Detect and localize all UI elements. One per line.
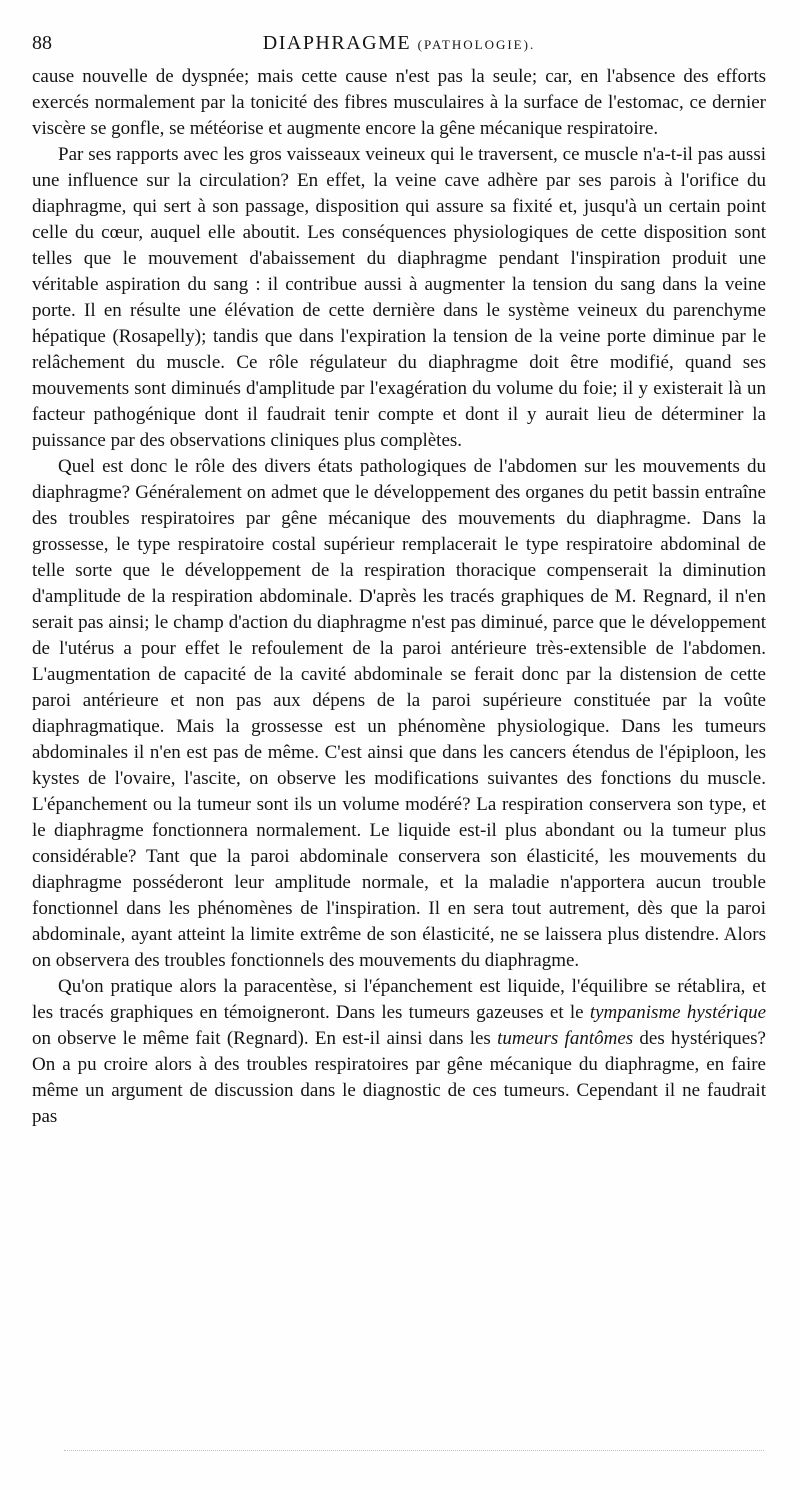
paragraph-4-part-2: on observe le même fait (Regnard). En est-il ainsi dans les — [32, 1028, 498, 1049]
running-head — [32, 30, 766, 60]
paragraph-4-part-1: Qu'on pratique alors la paracentèse, si l'épanchement est liquide, l'équilibre se rétablira, et les tracés graphiques en témoigneront. Dans les tumeurs gazeuses et le — [32, 976, 766, 1023]
paragraph-3: Quel est donc le rôle des divers états pathologiques de l'abdomen sur les mouvements du diaphragme? Généralement on admet que le développement des organes du petit bassin entraîne des troubles respiratoires par gêne mécanique des mouvements du diaphragme. Dans la grossesse, le type respiratoire costal supérieur remplacerait le type respiratoire abdominal de telle sorte que le développement de la respiration thoracique compenserait la diminution d'amplitude de la respiration abdominale. D'après les tracés graphiques de M. Regnard, il n'en serait pas ainsi; le champ d'action du diaphragme n'est pas diminué, parce que le développement de l'utérus a pour effet le refoulement de la paroi antérieure très-extensible de l'abdomen. L'augmentation de capacité de la cavité abdominale se ferait donc par la distension de cette paroi antérieure et non pas aux dépens de la paroi supérieure constituée par la voûte diaphragmatique. Mais la grossesse est un phénomène physiologique. Dans les tumeurs abdominales il n'en est pas de même. C'est ainsi que dans les cancers étendus de l'épiploon, les kystes de l'ovaire, l'ascite, on observe les modifications suivantes des fonctions du muscle. L'épanchement ou la tumeur sont ils un volume modéré? La respiration conservera son type, et le diaphragme fonctionnera normalement. Le liquide est-il plus abondant ou la tumeur plus considérable? Tant que la paroi abdominale conservera son élasticité, les mouvements du diaphragme posséderont leur amplitude normale, et la maladie n'apportera aucun trouble fonctionnel dans les phénomènes de l'inspiration. Il en sera tout autrement, dès que la paroi abdominale, ayant atteint la limite extrême de son élasticité, ne se laissera plus distendre. Alors on observera des troubles fonctionnels des mouvements du diaphragme. — [32, 456, 766, 971]
page-number: 88 — [32, 32, 52, 54]
paragraph-4 — [32, 974, 766, 1130]
chapter-title: DIAPHRAGME — [262, 32, 412, 54]
emphasis-tympanisme: tympanisme hystérique — [589, 1002, 767, 1023]
paragraph-4-part-3: des hystériques? On a pu croire alors à des troubles respiratoires par gêne mécanique du diaphragme, en faire même un argument de discussion dans le diagnostic de ces tumeurs. Cependant il ne faudrait pas — [32, 1028, 766, 1127]
chapter-subtitle: (PATHOLOGIE). — [417, 37, 536, 52]
paragraph-1: cause nouvelle de dyspnée; mais cette cause n'est pas la seule; car, en l'absence des efforts exercés normalement par la tonicité des fibres musculaires à la surface de l'estomac, ce dernier viscère se gonfle, se météorise et augmente encore la gêne mécanique respiratoire. — [32, 66, 766, 139]
running-title — [32, 30, 766, 58]
emphasis-tumeurs-fantomes: tumeurs fantômes — [497, 1028, 634, 1049]
footer-dotted-rule — [64, 1444, 764, 1451]
paragraph-2: Par ses rapports avec les gros vaisseaux veineux qui le traversent, ce muscle n'a-t-il pas aussi une influence sur la circulation? En effet, la veine cave adhère par ses parois à l'orifice du diaphragme, qui sert à son passage, disposition qui assure sa fixité et, jusqu'à un certain point celle du cœur, auquel elle aboutit. Les conséquences physiologiques de cette disposition sont telles que le mouvement d'abaissement du diaphragme pendant l'inspiration produit une véritable aspiration du sang : il contribue aussi à augmenter la tension du sang dans la veine porte. Il en résulte une élévation de cette dernière dans le système veineux du parenchyme hépatique (Rosapelly); tandis que dans l'expiration la tension de la veine porte diminue par le relâchement du muscle. Ce rôle régulateur du diaphragme doit être modifié, quand ses mouvements sont diminués d'amplitude par l'exagération du volume du foie; il y existerait là un facteur pathogénique dont il faudrait tenir compte et dont il y aurait lieu de déterminer la puissance par des observations cliniques plus complètes. — [32, 144, 766, 451]
body-text — [32, 64, 766, 1130]
